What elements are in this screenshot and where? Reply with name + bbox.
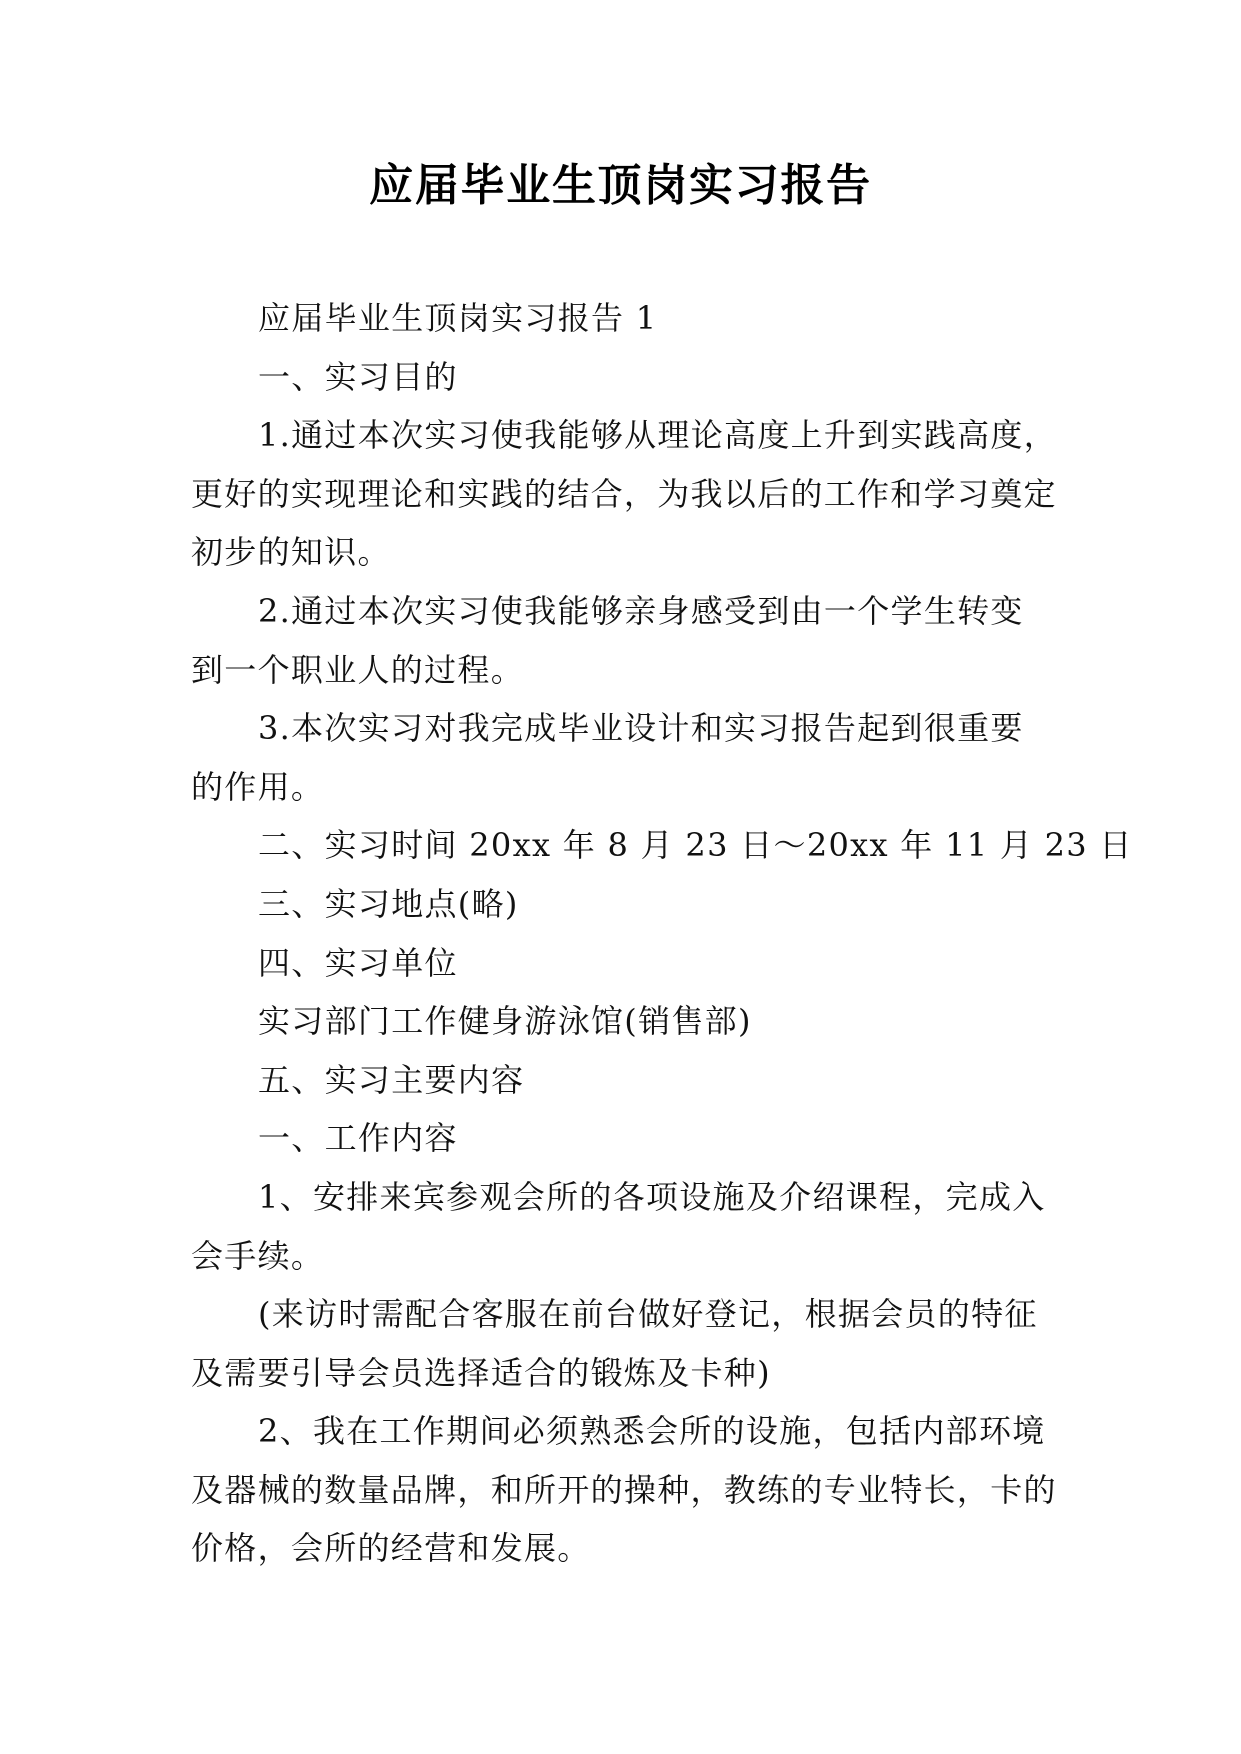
text-line: 2、我在工作期间必须熟悉会所的设施，包括内部环境: [258, 1412, 1046, 1451]
text-line: 更好的实现理论和实践的结合，为我以后的工作和学习奠定: [191, 474, 1057, 513]
section-heading-internship-unit: [191, 934, 1091, 993]
text-line: 五、实习主要内容: [258, 1060, 525, 1099]
purpose-item-2: [191, 582, 1091, 699]
text-line: 的作用。: [191, 767, 325, 806]
text-line: 会手续。: [191, 1236, 325, 1275]
text-line: 1、安排来宾参观会所的各项设施及介绍课程，完成入: [258, 1177, 1046, 1216]
document-body: [191, 289, 1133, 1578]
work-item-2: [191, 1402, 1091, 1578]
text-line: 初步的知识。: [191, 533, 391, 572]
text-line: 一、实习目的: [258, 357, 458, 396]
text-line: 及器械的数量品牌，和所开的操种，教练的专业特长，卡的: [191, 1470, 1057, 1509]
section-heading-main-content: [191, 1051, 1091, 1110]
text-line: 三、实习地点(略): [258, 884, 519, 923]
section-heading-internship-location: [191, 875, 1091, 934]
text-line: 实习部门工作健身游泳馆(销售部): [258, 1002, 752, 1041]
text-line: 1.通过本次实习使我能够从理论高度上升到实践高度，: [258, 416, 1058, 455]
text-line: 一、工作内容: [258, 1119, 458, 1158]
section-heading-internship-time: [191, 816, 1133, 875]
internship-department: [191, 992, 1091, 1051]
text-line: 2.通过本次实习使我能够亲身感受到由一个学生转变: [258, 591, 1024, 630]
purpose-item-3: [191, 699, 1091, 816]
text-line: 到一个职业人的过程。: [191, 650, 525, 689]
work-item-1-note: [191, 1285, 1091, 1402]
work-item-1: [191, 1168, 1091, 1285]
text-line: 3.本次实习对我完成毕业设计和实习报告起到很重要: [258, 709, 1024, 748]
text-line: 四、实习单位: [258, 943, 458, 982]
purpose-item-1: [191, 406, 1091, 582]
section-heading-internship-purpose: [191, 348, 1091, 407]
text-line: 应届毕业生顶岗实习报告 1: [258, 299, 658, 337]
text-line: 二、实习时间 20xx 年 8 月 23 日～20xx 年 11 月 23 日: [258, 826, 1133, 865]
document-title: 应届毕业生顶岗实习报告: [369, 160, 872, 211]
text-line: 及需要引导会员选择适合的锻炼及卡种): [191, 1353, 771, 1392]
text-line: 价格，会所的经营和发展。: [191, 1529, 591, 1568]
text-line: (来访时需配合客服在前台做好登记，根据会员的特征: [258, 1295, 1038, 1334]
subsection-heading-work-content: [191, 1109, 1091, 1168]
report-subtitle: [191, 289, 1091, 348]
